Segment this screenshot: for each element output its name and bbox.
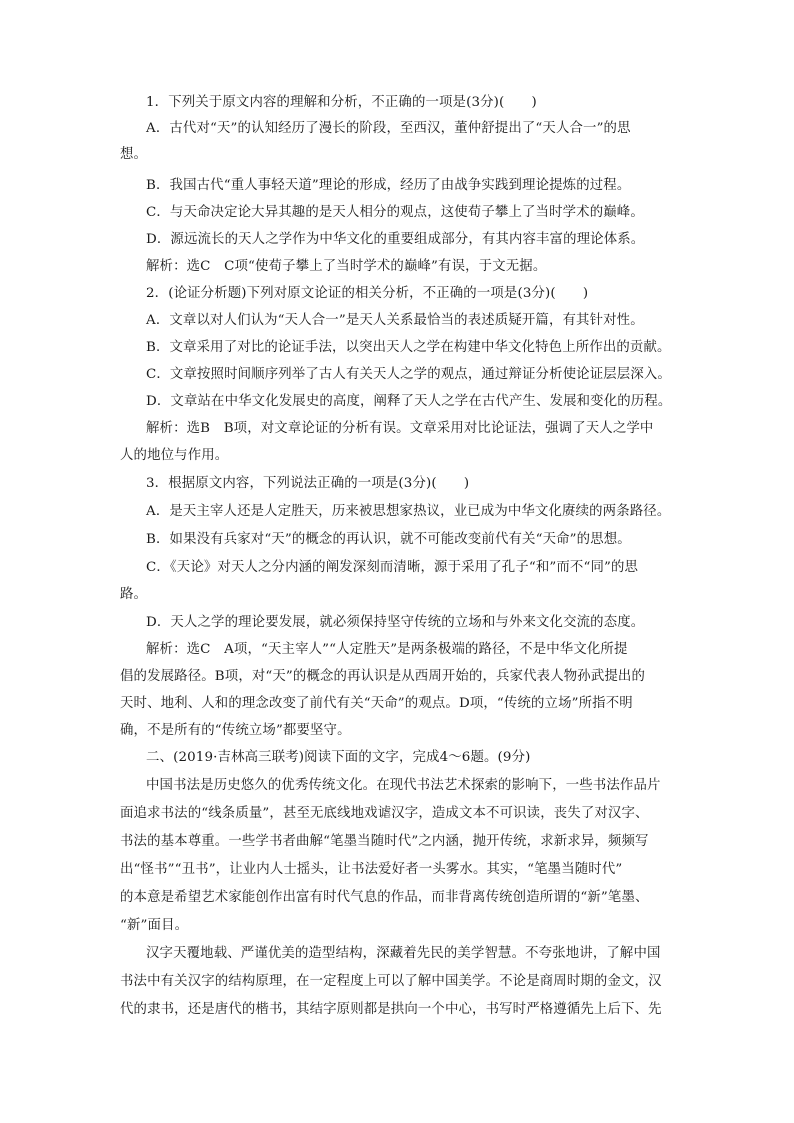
passage-p1-line-1: 中国书法是历史悠久的优秀传统文化。在现代书法艺术探索的影响下，一些书法作品片 — [146, 778, 661, 793]
section-2-heading: 二、(2019·吉林高三联考)阅读下面的文字，完成4～6题。(9分) — [146, 750, 531, 765]
question-1-stem: 1．下列关于原文内容的理解和分析，不正确的一项是(3分)( ) — [146, 95, 537, 110]
q3-option-c-cont: 路。 — [120, 587, 148, 602]
passage-p1-line-4: 出“怪书”“丑书”，让业内人士摇头，让书法爱好者一头雾水。其实，“笔墨当随时代” — [120, 862, 623, 877]
passage-p2-line-2: 书法中有关汉字的结构原理，在一定程度上可以了解中国美学。不论是商周时期的金文，汉 — [120, 974, 662, 989]
q1-option-a: A．古代对“天”的认知经历了漫长的阶段，至西汉，董仲舒提出了“天人合一”的思 — [146, 121, 631, 136]
q2-option-a: A．文章以对人们认为“天人合一”是天人关系最恰当的表述质疑开篇，有其针对性。 — [146, 313, 644, 328]
q1-option-a-cont: 想。 — [120, 147, 148, 162]
q2-analysis: 解析：选B B项，对文章论证的分析有误。文章采用对比论证法，强调了天人之学中 — [146, 421, 654, 436]
q3-option-b: B．如果没有兵家对“天”的概念的再认识，就不可能改变前代有关“天命”的思想。 — [146, 532, 631, 547]
q2-analysis-cont: 人的地位与作用。 — [120, 448, 229, 463]
q3-analysis-line-2: 倡的发展路径。B项，对“天”的概念的再认识是从西周开始的，兵家代表人物孙武提出的 — [120, 669, 645, 684]
q3-option-d: D．天人之学的理论要发展，就必须保持坚守传统的立场和与外来文化交流的态度。 — [146, 615, 645, 630]
q2-option-d: D．文章站在中华文化发展史的高度，阐释了天人之学在古代产生、发展和变化的历程。 — [146, 394, 672, 409]
passage-p1-line-3: 书法的基本尊重。一些学书者曲解“笔墨当随时代”之内涵，抛开传统，求新求异，频频写 — [120, 834, 649, 849]
q2-option-b: B．文章采用了对比的论证手法，以突出天人之学在构建中华文化特色上所作出的贡献。 — [146, 340, 671, 355]
q2-option-c: C．文章按照时间顺序列举了古人有关天人之学的观点，通过辩证分析使论证层层深入。 — [146, 367, 671, 382]
q3-option-a: A．是天主宰人还是人定胜天，历来被思想家热议，业已成为中华文化赓续的两条路径。 — [146, 504, 671, 519]
question-2-stem: 2．(论证分析题)下列对原文论证的相关分析，不正确的一项是(3分)( ) — [146, 286, 589, 301]
passage-p1-line-6: “新”面目。 — [120, 918, 189, 933]
q1-analysis: 解析：选C C项“使荀子攀上了当时学术的巅峰”有误，于文无据。 — [146, 259, 547, 274]
q3-analysis-line-4: 确，不是所有的“传统立场”都要坚守。 — [120, 723, 351, 738]
passage-p1-line-5: 的本意是希望艺术家能创作出富有时代气息的作品，而非背离传统创造所谓的“新”笔墨、 — [120, 890, 649, 905]
q1-option-d: D．源远流长的天人之学作为中华文化的重要组成部分，有其内容丰富的理论体系。 — [146, 232, 645, 247]
q3-analysis-line-3: 天时、地利、人和的理念改变了前代有关“天命”的观点。D项，“传统的立场”所指不明 — [120, 696, 633, 711]
q3-option-c: C．《天论》对天人之分内涵的阐发深刻而清晰，源于采用了孔子“和”而不“同”的思 — [146, 560, 639, 575]
passage-p2-line-3: 代的隶书，还是唐代的楷书，其结字原则都是拱向一个中心，书写时严格遵循先上后下、先 — [120, 1002, 662, 1017]
question-3-stem: 3．根据原文内容，下列说法正确的一项是(3分)( ) — [146, 476, 470, 491]
q3-analysis: 解析：选C A项，“天主宰人”“人定胜天”是两条极端的路径，不是中华文化所提 — [146, 642, 628, 657]
q1-option-c: C．与天命决定论大异其趣的是天人相分的观点，这使荀子攀上了当时学术的巅峰。 — [146, 205, 644, 220]
q1-option-b: B．我国古代“重人事轻天道”理论的形成，经历了由战争实践到理论提炼的过程。 — [146, 178, 631, 193]
passage-p1-line-2: 面追求书法的“线条质量”，甚至无底线地戏谑汉字，造成文本不可识读，丧失了对汉字、 — [120, 806, 649, 821]
passage-p2-line-1: 汉字天覆地载、严谨优美的造型结构，深藏着先民的美学智慧。不夸张地讲，了解中国 — [146, 946, 661, 961]
